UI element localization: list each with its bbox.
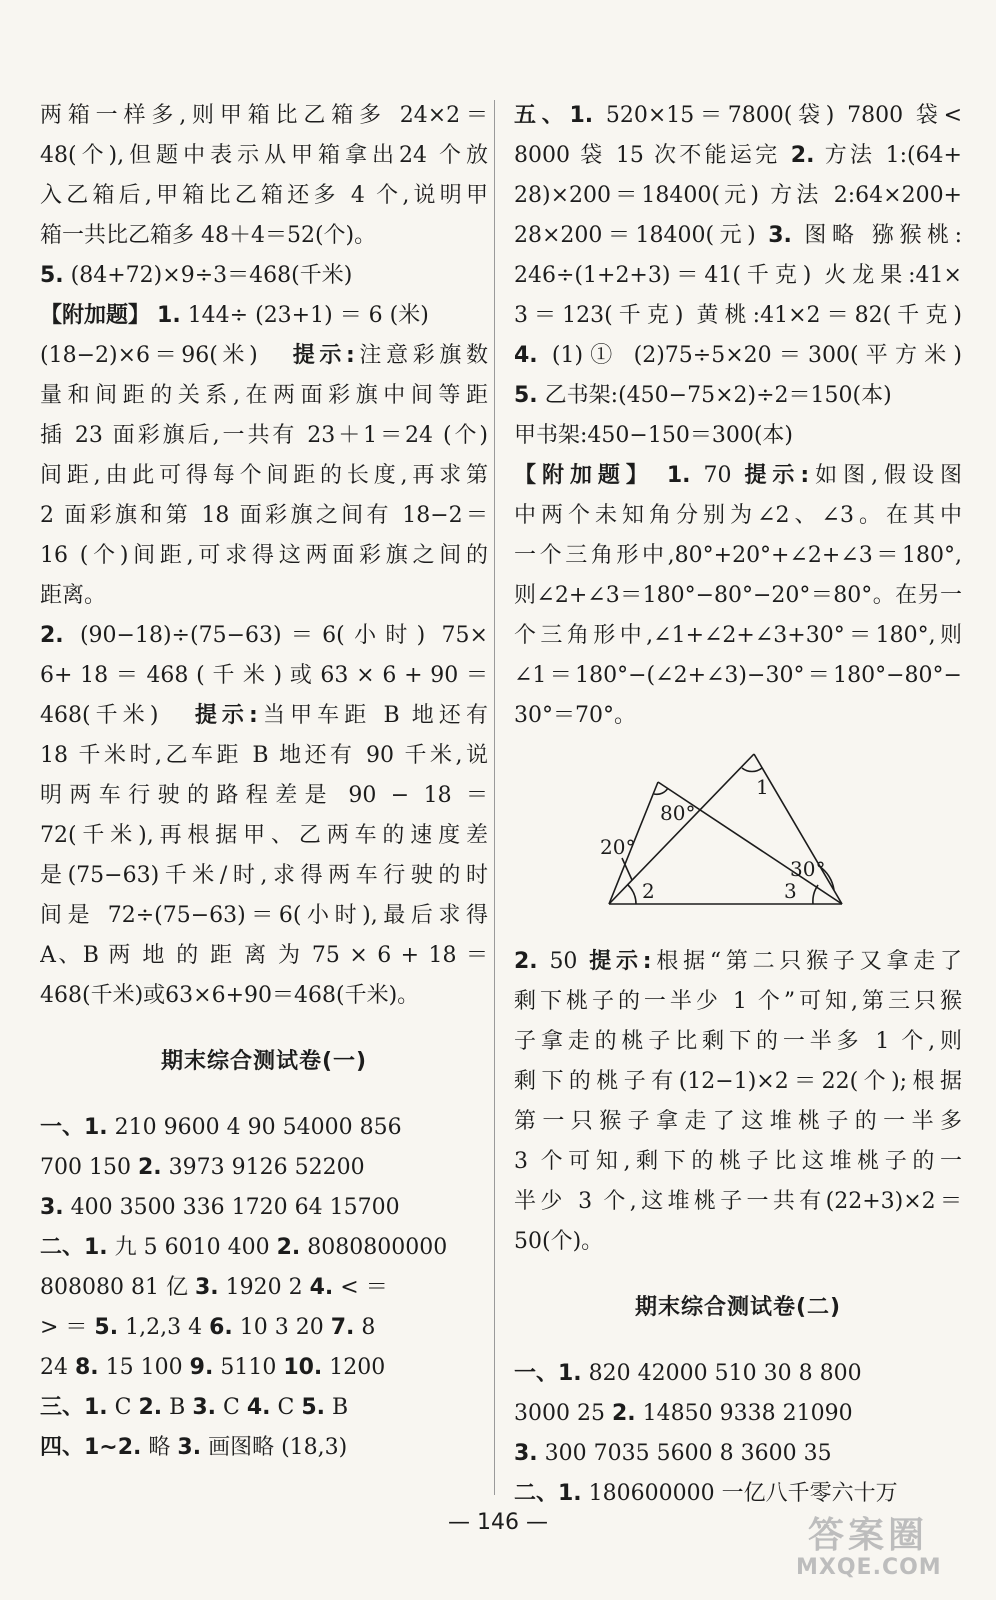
text-line: 剩下的桃子有(12−1)×2＝22(个);根据 [514, 1069, 962, 1094]
answer-text: 1,2,3 4 [125, 1315, 210, 1340]
question-number: 10. [283, 1355, 323, 1380]
answer-2 [40, 616, 488, 656]
answer-line [514, 336, 962, 376]
hint-label: 提示: [744, 463, 810, 488]
question-number: 3. [768, 223, 792, 248]
label-angle-3: 3 [784, 879, 797, 903]
question-number: 三、1. [40, 1395, 108, 1420]
page-number: — 146 — [448, 1510, 548, 1535]
answer-line [40, 1188, 488, 1228]
answer-line [40, 1148, 488, 1188]
question-number: 9. [189, 1355, 214, 1380]
answer-text: 14850 9338 21090 [642, 1401, 853, 1426]
bonus-1 [40, 296, 488, 336]
answer-text: 略 [148, 1435, 178, 1460]
hint-text: 当甲车距 B 地还有 [257, 703, 488, 728]
question-number: 6. [209, 1315, 233, 1340]
answer-text: 1920 2 [225, 1275, 310, 1300]
bonus-label: 【附加题】 [514, 463, 654, 488]
section-heading: 期末综合测试卷(一) [160, 1049, 368, 1074]
text-line: 间是 72÷(75−63)＝6(小时),最后求得 [40, 903, 488, 928]
question-number: 2. [138, 1395, 163, 1420]
answer-text: 144÷ (23+1) ＝ 6 (米) [187, 303, 429, 328]
big-triangle-left-edge [609, 754, 754, 904]
answer-line [40, 1348, 488, 1388]
question-number: 2. [514, 949, 538, 974]
text-line: 48(个),但题中表示从甲箱拿出24 个放 [40, 143, 488, 168]
text-line: 个三角形中,∠1+∠2+∠3+30°＝180°,则 [514, 623, 962, 648]
question-number: 5. [94, 1315, 119, 1340]
question-number: 3. [192, 1395, 217, 1420]
question-number: 7. [330, 1315, 355, 1340]
answer-text: 3000 25 [514, 1401, 612, 1426]
text-line: 间距,由此可得每个间距的长度,再求第 [40, 463, 488, 488]
question-number: 3. [194, 1275, 219, 1300]
answer-text: 70 [703, 463, 745, 488]
answer-text: B [169, 1395, 193, 1420]
answer-text: 50 [549, 949, 590, 974]
answer-line [514, 136, 962, 176]
question-number: 二、1. [514, 1481, 582, 1506]
hint-label: 提示: [292, 343, 355, 368]
answer-text: 图略 猕猴桃: [804, 223, 962, 248]
answer-text: (1)① (2)75÷5×20＝300(平方米) [551, 343, 962, 368]
text-line: 一个三角形中,80°+20°+∠2+∠3＝180°, [514, 543, 962, 568]
text-line: 28)×200＝18400(元) 方法 2:64×200+ [514, 183, 962, 208]
answer-text: 8 [361, 1315, 376, 1340]
text-line: 30°＝70°。 [514, 703, 636, 728]
answer-text: 15 100 [105, 1355, 190, 1380]
answer-text: 180600000 一亿八千零六十万 [588, 1481, 898, 1506]
text-line: 中两个未知角分别为∠2、∠3。在其中 [514, 503, 962, 528]
right-column [514, 96, 962, 1514]
question-number: 2. [611, 1401, 636, 1426]
hint-text: 如图,假设图 [809, 463, 962, 488]
answer-line [514, 1394, 962, 1434]
hint-label: 提示: [194, 703, 258, 728]
answer-text: 3973 9126 52200 [168, 1155, 365, 1180]
answer-text: 24 [40, 1355, 75, 1380]
answer-line [40, 1228, 488, 1268]
answer-text: 210 9600 4 90 54000 856 [114, 1115, 402, 1140]
answer-line [40, 1268, 488, 1308]
answer-text: 300 7035 5600 8 3600 35 [544, 1441, 832, 1466]
answer-text: 1200 [329, 1355, 386, 1380]
answer-text: 520×15＝7800(袋) 7800 袋< [605, 103, 962, 128]
label-angle-1: 1 [756, 775, 769, 799]
answer-text: C [223, 1395, 247, 1420]
text-line: 第一只猴子拿走了这堆桃子的一半多 [514, 1109, 962, 1134]
watermark-url: MXQE.COM [796, 1555, 942, 1580]
question-number: 1. [666, 463, 691, 488]
answer-line [514, 216, 962, 256]
answer-text: 700 150 [40, 1155, 138, 1180]
text-line: 246÷(1+2+3)＝41(千克) 火龙果:41× [514, 263, 962, 288]
question-number: 2. [790, 143, 815, 168]
text-line: 72(千米),再根据甲、乙两车的速度差 [40, 823, 488, 848]
label-angle-30: 30° [790, 857, 826, 881]
question-number: 一、1. [514, 1361, 582, 1386]
answer-line [514, 942, 962, 982]
angle-80-arc [654, 788, 668, 794]
text-line: 插 23 面彩旗后,一共有 23＋1＝24 (个) [40, 423, 488, 448]
question-number: 2. [137, 1155, 162, 1180]
question-number: 2. [40, 623, 64, 648]
hint-label: 提示: [589, 949, 652, 974]
question-number: 5. [514, 383, 538, 408]
answer-text: 方法 1:(64+ [824, 143, 962, 168]
text-line: 则∠2+∠3＝180°−80°−20°＝80°。在另一 [514, 583, 962, 608]
answer-line [40, 1428, 488, 1468]
answer-text: 820 42000 510 30 8 800 [588, 1361, 862, 1386]
question-number: 二、1. [40, 1235, 108, 1260]
text-line: A、B 两 地 的 距 离 为 75 × 6 + 18 ＝ [40, 943, 488, 968]
section-heading: 期末综合测试卷(二) [634, 1295, 842, 1320]
answer-5 [40, 256, 488, 296]
text-line: 箱一共比乙箱多 48＋4＝52(个)。 [40, 223, 377, 248]
question-number: 4. [309, 1275, 334, 1300]
column-divider [494, 100, 495, 1495]
question-number: 8. [75, 1355, 99, 1380]
text-line: 6+ 18 ＝ 468 ( 千 米 ) 或 63 × 6 + 90 ＝ [40, 663, 488, 688]
text-line: 量和间距的关系,在两面彩旗中间等距 [40, 383, 488, 408]
answer-text: > ＝ [40, 1315, 95, 1340]
answer-line [40, 1108, 488, 1148]
triangle-diagram [594, 744, 854, 914]
question-number: 3. [514, 1441, 538, 1466]
question-number: 1. [157, 303, 181, 328]
text-line: 3＝123(千克) 黄桃:41×2＝82(千克) [514, 303, 962, 328]
bonus-label: 【附加题】 [40, 303, 151, 328]
question-number: 2. [276, 1235, 301, 1260]
text-line: 16 (个)间距,可求得这两面彩旗之间的 [40, 543, 488, 568]
text-line: 距离。 [40, 583, 107, 608]
text-line: 是(75−63)千米/时,求得两车行驶的时 [40, 863, 488, 888]
answer-line [40, 1308, 488, 1348]
text-line: 剩下桃子的一半少 1 个”可知,第三只猴 [514, 989, 962, 1014]
text-line: 甲书架:450−150＝300(本) [514, 423, 793, 448]
answer-text: 10 3 20 [239, 1315, 331, 1340]
text-line: 18 千米时,乙车距 B 地还有 90 千米,说 [40, 743, 488, 768]
angle-1-arc [742, 768, 762, 772]
question-number: 4. [514, 343, 538, 368]
hint-text: 注意彩旗数 [354, 343, 488, 368]
text-line: 2 面彩旗和第 18 面彩旗之间有 18−2＝ [40, 503, 488, 528]
text-line [40, 696, 488, 736]
text-line: 两箱一样多,则甲箱比乙箱多 24×2＝ [40, 103, 488, 128]
triangle-figure [514, 744, 962, 934]
question-number: 四、1~2. [40, 1435, 142, 1460]
question-number: 3. [40, 1195, 64, 1220]
answer-text: C [114, 1395, 139, 1420]
answer-line [514, 376, 962, 416]
question-number: 五、1. [514, 103, 594, 128]
text-line: 468(千米)或63×6+90＝468(千米)。 [40, 983, 420, 1008]
answer-text: 乙书架:(450−75×2)÷2＝150(本) [544, 383, 892, 408]
text-line: ∠1＝180°−(∠2+∠3)−30°＝180°−80°− [514, 663, 962, 688]
answer-text: 28×200＝18400(元) [514, 223, 769, 248]
answer-text: (84+72)×9÷3＝468(千米) [70, 263, 353, 288]
answer-text: 808080 81 亿 [40, 1275, 195, 1300]
label-angle-80: 80° [660, 801, 696, 825]
question-number: 5. [301, 1395, 326, 1420]
answer-text: 468(千米) [40, 703, 159, 728]
label-angle-2: 2 [642, 879, 655, 903]
text-line: 3 个可知,剩下的桃子比这堆桃子的一 [514, 1149, 962, 1174]
question-number: 4. [246, 1395, 271, 1420]
answer-line [40, 1388, 488, 1428]
text-line [40, 336, 488, 376]
label-angle-20: 20° [600, 835, 636, 859]
answer-line [514, 1434, 962, 1474]
answer-text: (18−2)×6＝96(米) [40, 343, 258, 368]
angle-2-arc [628, 885, 636, 904]
text-line: 半少 3 个,这堆桃子一共有(22+3)×2＝ [514, 1189, 962, 1214]
answer-text: 8080800000 [307, 1235, 448, 1260]
answer-text: B [332, 1395, 349, 1420]
text-line: 50(个)。 [514, 1229, 604, 1254]
answer-text: 画图略 (18,3) [208, 1435, 348, 1460]
answer-text: 九 5 6010 400 [114, 1235, 277, 1260]
answer-text: 8000 袋 15 次不能运完 [514, 143, 791, 168]
answer-text: 400 3500 336 1720 64 15700 [70, 1195, 400, 1220]
answer-text: C [277, 1395, 302, 1420]
text-line: 子拿走的桃子比剩下的一半多 1 个,则 [514, 1029, 962, 1054]
text-line: 入乙箱后,甲箱比乙箱还多 4 个,说明甲 [40, 183, 488, 208]
watermark-logo [790, 1505, 980, 1585]
answer-line [514, 1354, 962, 1394]
answer-line [514, 96, 962, 136]
watermark-text: 答案圈 [808, 1515, 929, 1556]
answer-text: 5110 [220, 1355, 284, 1380]
question-number: 3. [177, 1435, 202, 1460]
question-number: 一、1. [40, 1115, 108, 1140]
bonus-1 [514, 456, 962, 496]
question-number: 5. [40, 263, 64, 288]
answer-text: (90−18)÷(75−63)＝6(小时) 75× [79, 623, 488, 648]
answer-text: < ＝ [340, 1275, 388, 1300]
text-line: 明两车行驶的路程差是 90 − 18 ＝ [40, 783, 488, 808]
hint-text: 根据“第二只猴子又拿走了 [651, 949, 962, 974]
left-column [40, 96, 488, 1468]
